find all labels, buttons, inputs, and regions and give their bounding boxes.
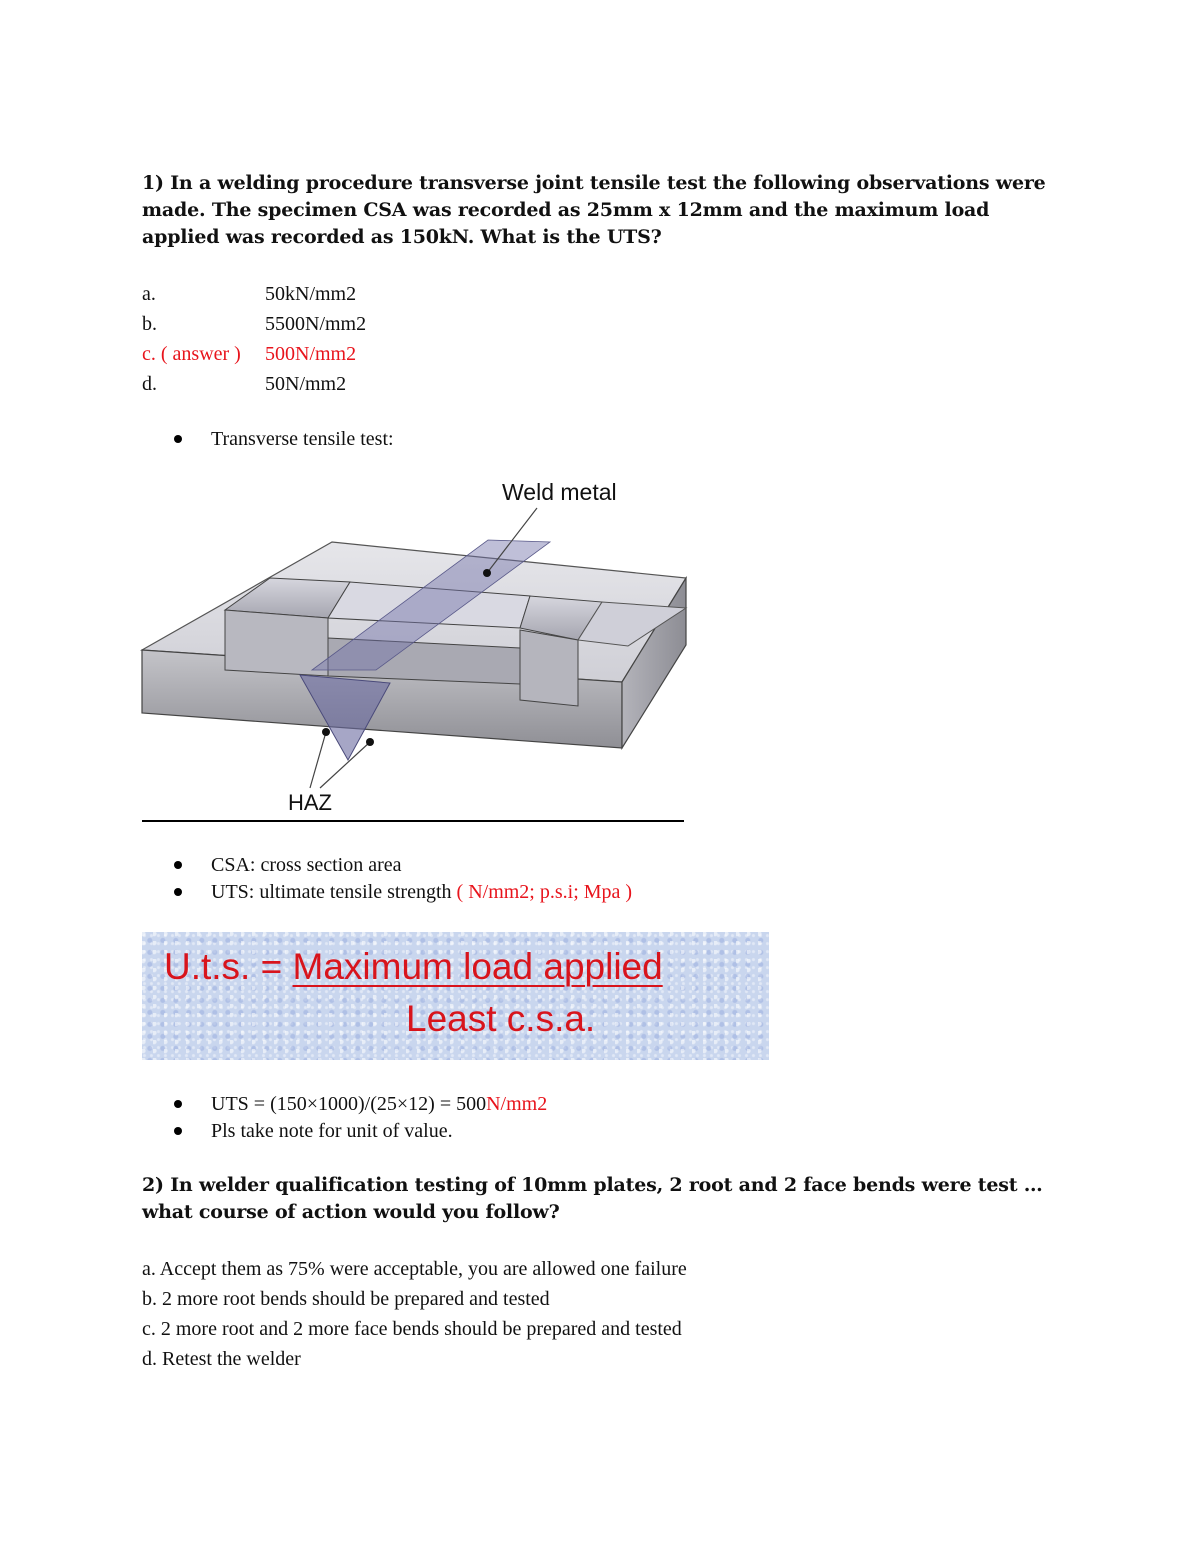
calc-unit: N/mm2	[486, 1093, 548, 1115]
formula-denominator: Least c.s.a.	[406, 998, 596, 1039]
q1-option-d	[142, 371, 347, 397]
question-1-title: 1) In a welding procedure transverse joint tensile test the following observations were made. The specimen CSA was recorded as 25mm x 12mm and the maximum load applied was recorded as 150kN. What is the UTS?	[142, 172, 1046, 248]
q1-option-b	[142, 311, 367, 337]
bullet-text	[211, 1091, 547, 1117]
uts-definition: UTS: ultimate tensile strength	[211, 881, 457, 903]
uts-formula-box	[142, 932, 769, 1060]
bullet-text	[211, 879, 632, 905]
q2-option-b: b. 2 more root bends should be prepared and tested	[142, 1288, 550, 1310]
option-letter: c. ( answer )	[142, 343, 241, 365]
weld-metal-label: Weld metal	[502, 479, 617, 505]
option-value: 50N/mm2	[265, 373, 347, 395]
q2-option-c: c. 2 more root and 2 more face bends should be prepared and tested	[142, 1318, 682, 1340]
option-value: 500N/mm2	[265, 343, 357, 365]
q1-option-c-answer	[142, 341, 357, 367]
formula-line-1	[164, 946, 663, 988]
bullet-dot-icon	[174, 1127, 182, 1135]
q2-option-d: d. Retest the welder	[142, 1348, 301, 1370]
uts-units: ( N/mm2; p.s.i; Mpa )	[456, 881, 633, 903]
tensile-test-diagram	[140, 470, 690, 815]
bullet-text: Pls take note for unit of value.	[211, 1120, 453, 1142]
bullet-text: CSA: cross section area	[211, 854, 402, 876]
calc-expression: UTS = (150×1000)/(25×12) = 500	[211, 1093, 487, 1115]
bullet-text: Transverse tensile test:	[211, 428, 394, 450]
option-letter: a.	[142, 283, 156, 305]
bullet-dot-icon	[174, 435, 182, 443]
option-value: 5500N/mm2	[265, 313, 367, 335]
bullet-dot-icon	[174, 861, 182, 869]
formula-lhs: U.t.s. =	[164, 946, 293, 987]
option-letter: b.	[142, 313, 157, 335]
haz-label: HAZ	[288, 790, 332, 815]
q2-option-a: a. Accept them as 75% were acceptable, you are allowed one failure	[142, 1258, 687, 1280]
q1-option-a	[142, 281, 357, 307]
horizontal-rule	[142, 820, 684, 822]
option-value: 50kN/mm2	[265, 283, 357, 305]
bullet-dot-icon	[174, 1100, 182, 1108]
formula-numerator: Maximum load applied	[292, 946, 663, 987]
option-letter: d.	[142, 373, 157, 395]
question-2-title: 2) In welder qualification testing of 10mm plates, 2 root and 2 face bends were test … what course of action would you follow?	[142, 1174, 1043, 1223]
bullet-dot-icon	[174, 888, 182, 896]
